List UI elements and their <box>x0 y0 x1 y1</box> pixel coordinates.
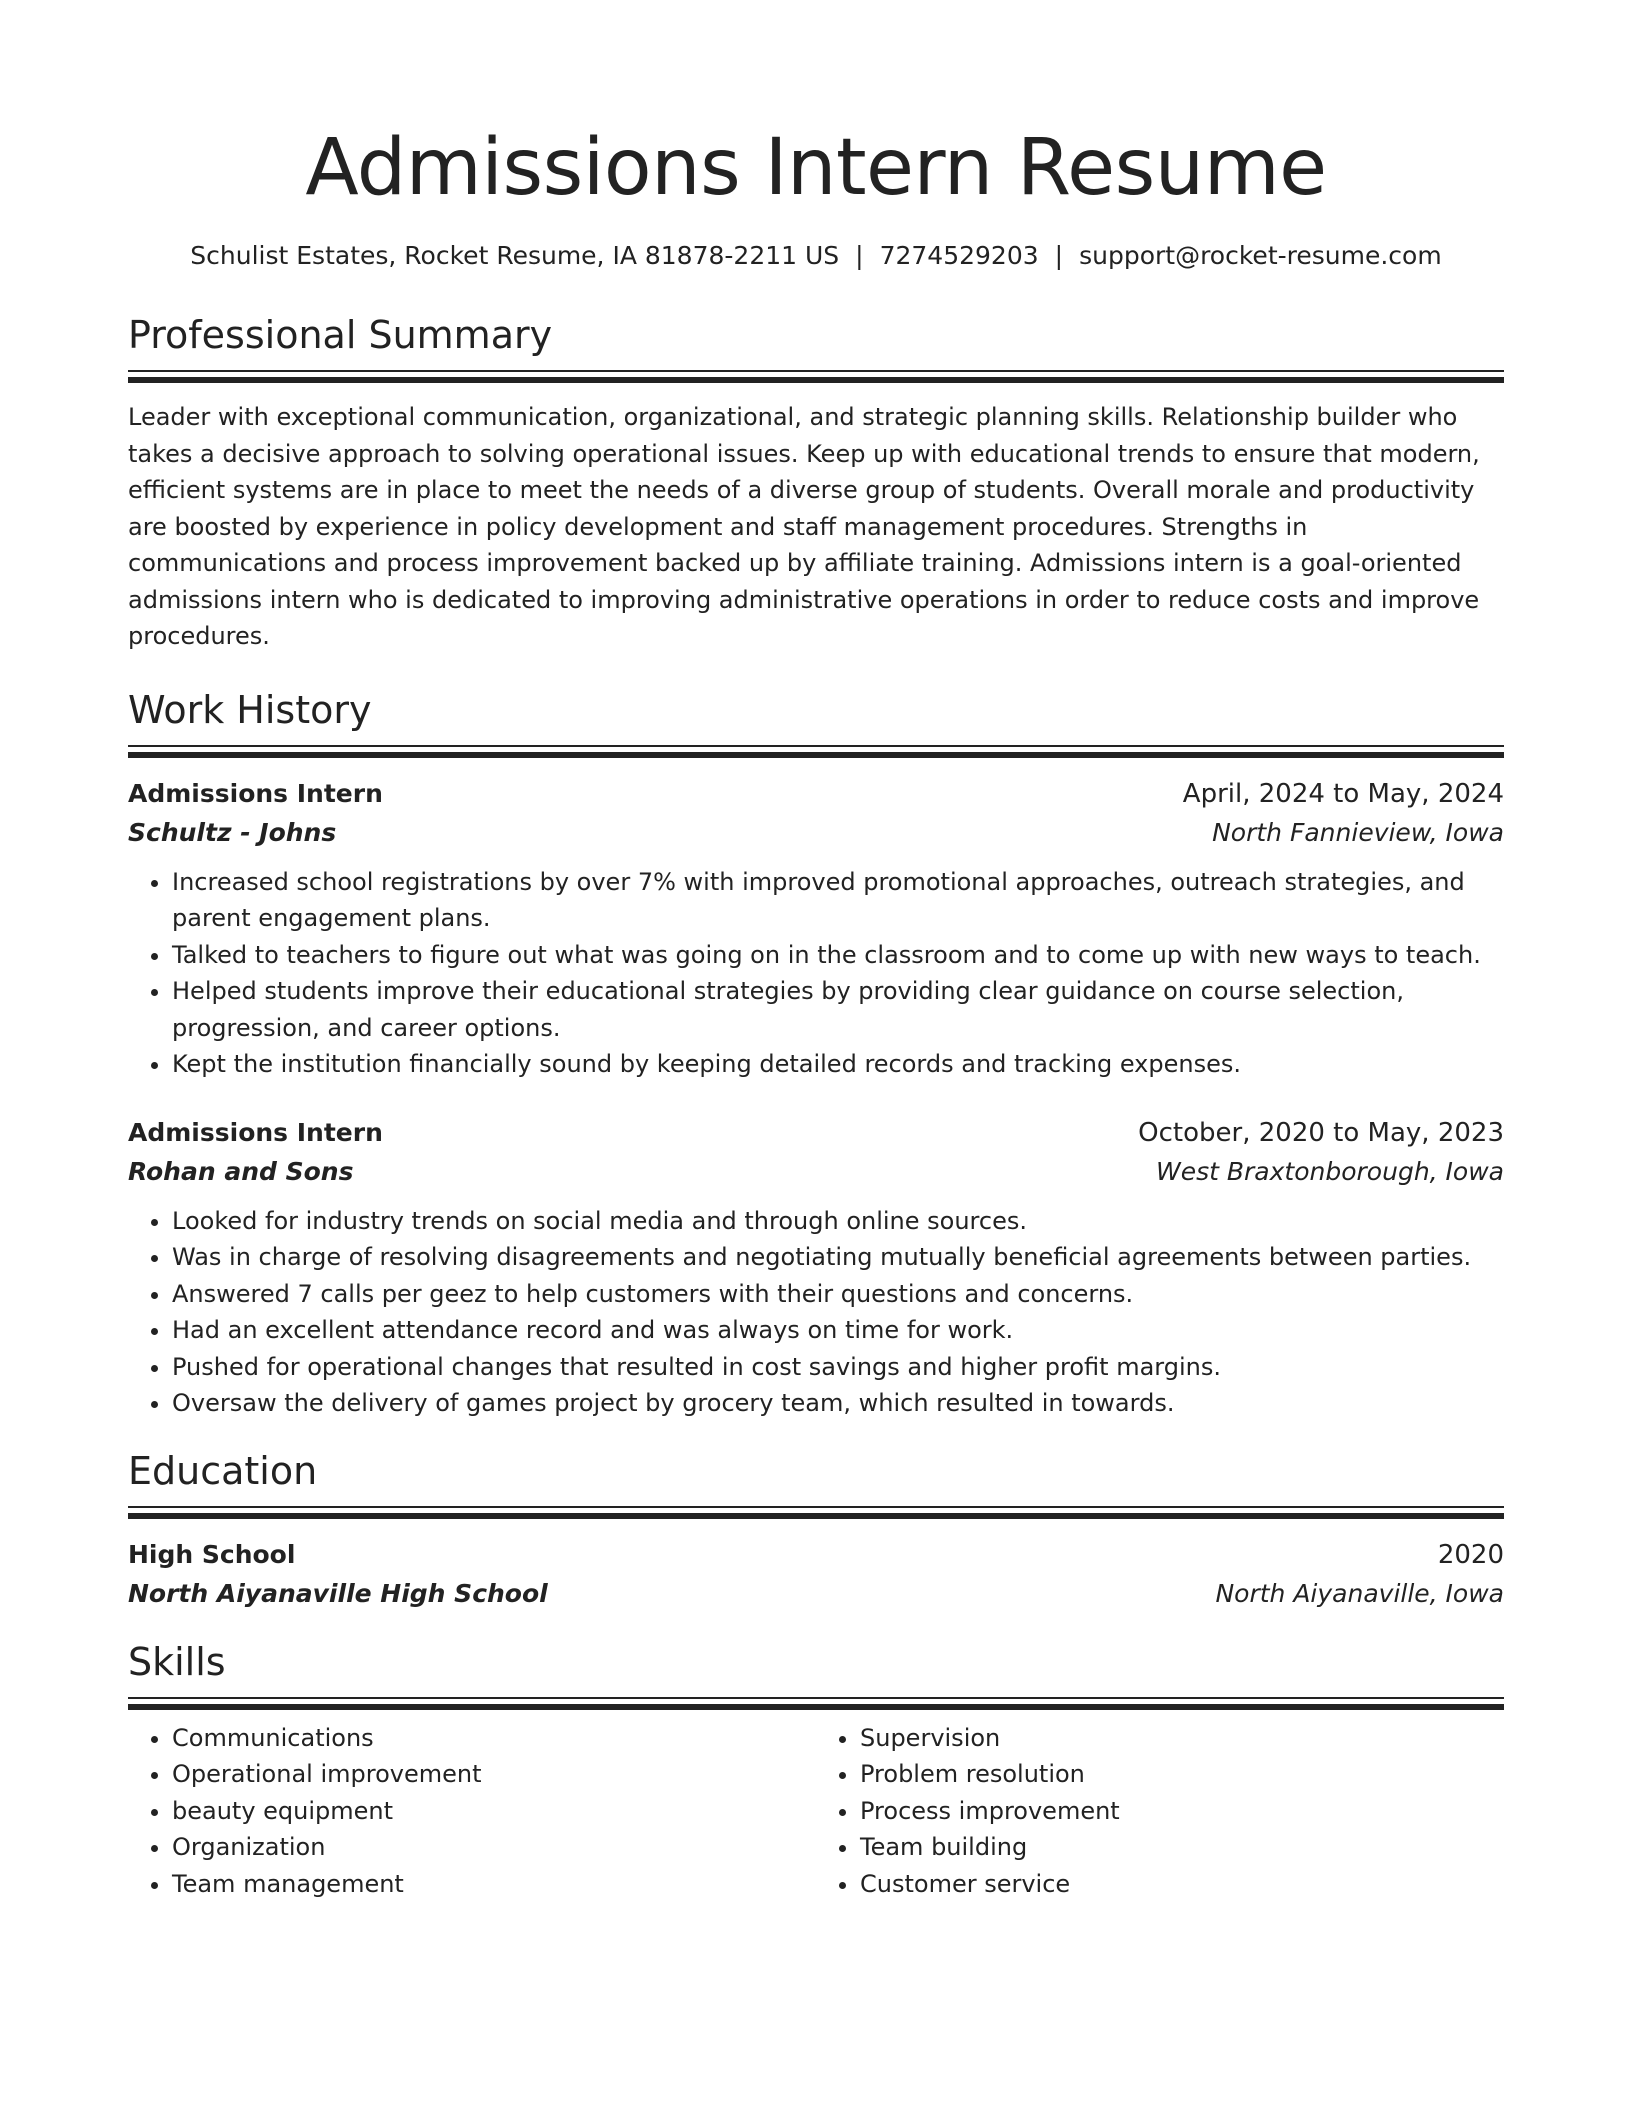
job-company: Rohan and Sons <box>128 1156 354 1186</box>
job-entry <box>128 1113 1504 1422</box>
section-divider <box>128 370 1504 383</box>
job-bullet: • Increased school registrations by over 7% with improved promotional approaches, outreach strategies, and parent engagement plans. <box>172 864 1504 937</box>
skills-columns <box>128 1720 1504 1903</box>
job-entry <box>128 774 1504 1083</box>
education-school: North Aiyanaville High School <box>128 1578 548 1608</box>
education-degree: High School <box>128 1539 296 1569</box>
education-section <box>128 1446 1504 1613</box>
job-bullet: • Pushed for operational changes that resulted in cost savings and higher profit margins. <box>172 1349 1504 1386</box>
skill-item: • Customer service <box>860 1866 1504 1903</box>
work-history-heading: Work History <box>128 687 372 732</box>
skill-item: • Process improvement <box>860 1793 1504 1830</box>
section-divider <box>128 1506 1504 1519</box>
skills-list-left <box>128 1720 816 1903</box>
summary-heading: Professional Summary <box>128 313 553 357</box>
job-company: Schultz - Johns <box>128 817 337 847</box>
job-bullet: • Looked for industry trends on social media and through online sources. <box>172 1203 1504 1240</box>
job-bullet: • Was in charge of resolving disagreements and negotiating mutually beneficial agreements between parties. <box>172 1239 1504 1276</box>
job-bullet: • Talked to teachers to figure out what was going on in the classroom and to come up with new ways to teach. <box>172 937 1504 974</box>
skill-item: • beauty equipment <box>172 1793 816 1830</box>
work-history-section <box>128 685 1504 1422</box>
education-heading: Education <box>128 1448 318 1493</box>
skill-item: • Supervision <box>860 1720 1504 1757</box>
contact-line <box>128 238 1504 274</box>
education-year: 2020 <box>1437 1539 1504 1570</box>
skill-item: • Organization <box>172 1829 816 1866</box>
job-header-row <box>128 1113 1504 1153</box>
job-bullet: • Kept the institution financially sound by keeping detailed records and tracking expenses. <box>172 1046 1504 1083</box>
skill-item: • Communications <box>172 1720 816 1757</box>
job-bullet: • Oversaw the delivery of games project by grocery team, which resulted in towards. <box>172 1385 1504 1422</box>
skill-item: • Team management <box>172 1866 816 1903</box>
education-location: North Aiyanaville, Iowa <box>1215 1578 1504 1608</box>
skill-item: • Operational improvement <box>172 1756 816 1793</box>
skills-heading: Skills <box>128 1639 226 1684</box>
summary-text: Leader with exceptional communication, organizational, and strategic planning skills. Relationship builder who takes a decisive approach to solving operational issues. Keep up with educational trends to ensure that modern, efficient systems are in place to meet the needs of a diverse group of students. Overall morale and productivity are boosted by experience in policy development and staff management procedures. Strengths in communications and process improvement backed up by affiliate training. Admissions intern is a goal-oriented admissions intern who is dedicated to improving administrative operations in order to reduce costs and improve procedures. <box>128 403 1480 650</box>
job-role: Admissions Intern <box>128 1117 383 1147</box>
skill-item: • Problem resolution <box>860 1756 1504 1793</box>
job-bullet: • Had an excellent attendance record and was always on time for work. <box>172 1312 1504 1349</box>
job-header-row <box>128 774 1504 814</box>
job-bullet: • Helped students improve their educational strategies by providing clear guidance on course selection, progression, and career options. <box>172 973 1504 1046</box>
job-location: West Braxtonborough, Iowa <box>1156 1156 1504 1186</box>
contact-email[interactable]: support@rocket-resume.com <box>1079 241 1442 270</box>
skill-item: • Team building <box>860 1829 1504 1866</box>
job-role: Admissions Intern <box>128 778 383 808</box>
summary-section <box>128 310 1504 655</box>
job-location: North Fannieview, Iowa <box>1212 817 1504 847</box>
job-company-row <box>128 814 1504 852</box>
job-company-row <box>128 1153 1504 1191</box>
skills-section <box>128 1637 1504 1903</box>
contact-phone: 7274529203 <box>879 241 1039 270</box>
job-bullet: • Answered 7 calls per geez to help customers with their questions and concerns. <box>172 1276 1504 1313</box>
job-dates: April, 2024 to May, 2024 <box>1182 778 1504 809</box>
contact-separator: | <box>855 241 864 270</box>
skills-list-right <box>816 1720 1504 1903</box>
resume-title: Admissions Intern Resume <box>305 123 1327 213</box>
section-divider <box>128 745 1504 758</box>
section-divider <box>128 1697 1504 1710</box>
job-dates: October, 2020 to May, 2023 <box>1138 1117 1504 1148</box>
education-school-row <box>128 1575 1504 1613</box>
job-bullet-list <box>128 864 1504 1083</box>
education-header-row <box>128 1535 1504 1575</box>
contact-address: Schulist Estates, Rocket Resume, IA 81878-2211 US <box>190 241 840 270</box>
contact-separator: | <box>1054 241 1064 270</box>
job-bullet-list <box>128 1203 1504 1422</box>
